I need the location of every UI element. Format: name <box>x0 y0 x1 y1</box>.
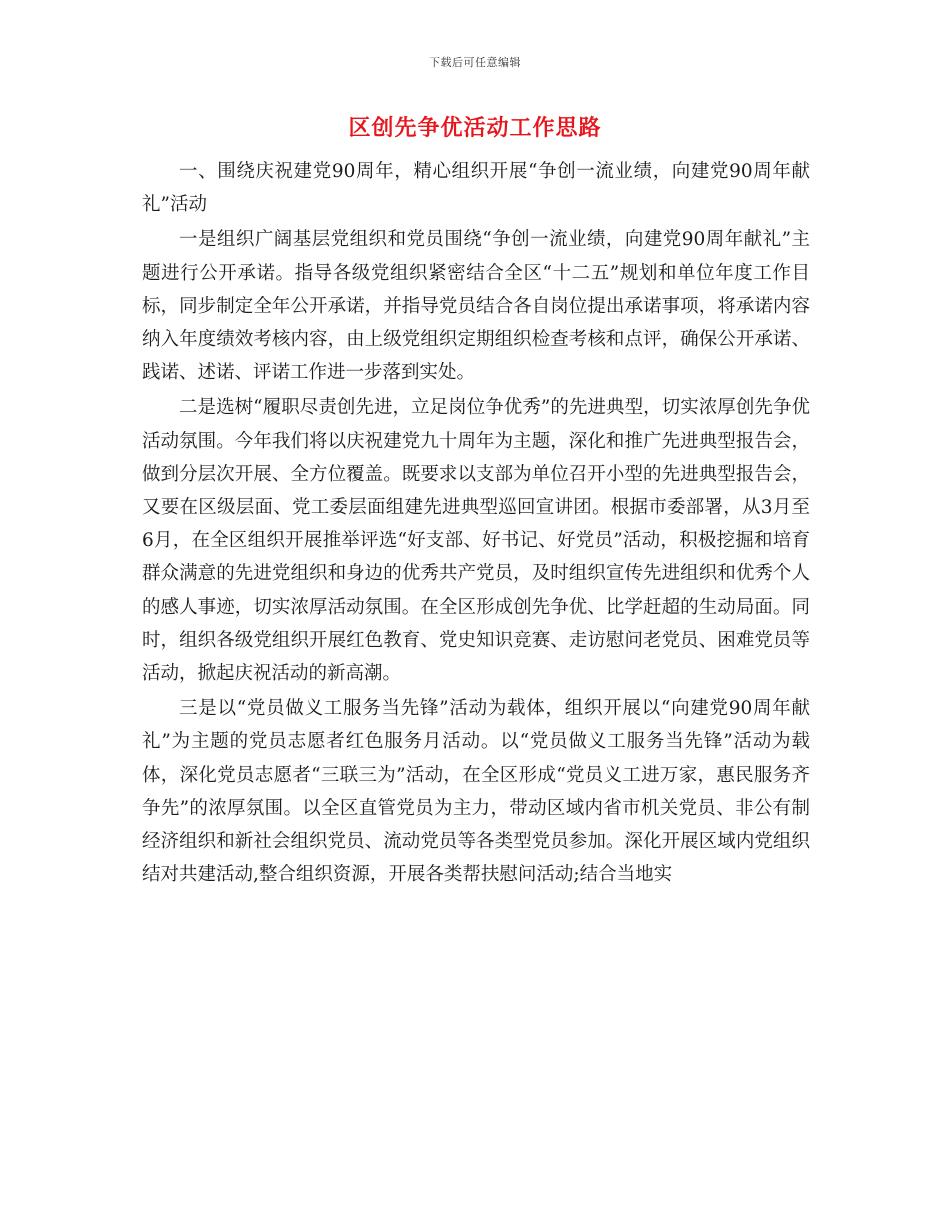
paragraph-item-three: 三是以“党员做义工服务当先锋”活动为载体，组织开展以“向建党90周年献礼”为主题的党员志愿者红色服务月活动。以“党员做义工服务当先锋”活动为载体，深化党员志愿者“三联三为”活动，在全区形成“党员义工进万家，惠民服务齐争先”的浓厚氛围。以全区直管党员为主力，带动区域内省市机关党员、非公有制经济组织和新社会组织党员、流动党员等各类型党员参加。深化开展区域内党组织结对共建活动,整合组织资源，开展各类帮扶慰问活动;结合当地实 <box>142 698 810 886</box>
paragraph-item-two: 二是选树“履职尽责创先进，立足岗位争优秀”的先进典型，切实浓厚创先争优活动氛围。今年我们将以庆祝建党九十周年为主题，深化和推广先进典型报告会，做到分层次开展、全方位覆盖。既要求以支部为单位召开小型的先进典型报告会，又要在区级层面、党工委层面组建先进典型巡回宣讲团。根据市委部署，从3月至6月，在全区组织开展推举评选“好支部、好书记、好党员”活动，积极挖掘和培育群众满意的先进党组织和身边的优秀共产党员，及时组织宣传先进组织和优秀个人的感人事迹，切实浓厚活动氛围。在全区形成创先争优、比学赶超的生动局面。同时，组织各级党组织开展红色教育、党史知识竞赛、走访慰问老党员、困难党员等活动，掀起庆祝活动的新高潮。 <box>142 397 810 685</box>
page-header: 下载后可任意编辑 <box>429 56 521 69</box>
paragraph-section-heading: 一、围绕庆祝建党90周年，精心组织开展“争创一流业绩，向建党90周年献礼”活动 <box>142 161 810 216</box>
paragraph-item-one: 一是组织广阔基层党组织和党员围绕“争创一流业绩，向建党90周年献礼”主题进行公开承诺。指导各级党组织紧密结合全区“十二五”规划和单位年度工作目标，同步制定全年公开承诺，并指导党员结合各自岗位提出承诺事项，将承诺内容纳入年度绩效考核内容，由上级党组织定期组织检查考核和点评，确保公开承诺、践诺、述诺、评诺工作进一步落到实处。 <box>142 229 810 384</box>
document-body <box>142 155 810 893</box>
document-title: 区创先争优活动工作思路 <box>348 115 602 141</box>
